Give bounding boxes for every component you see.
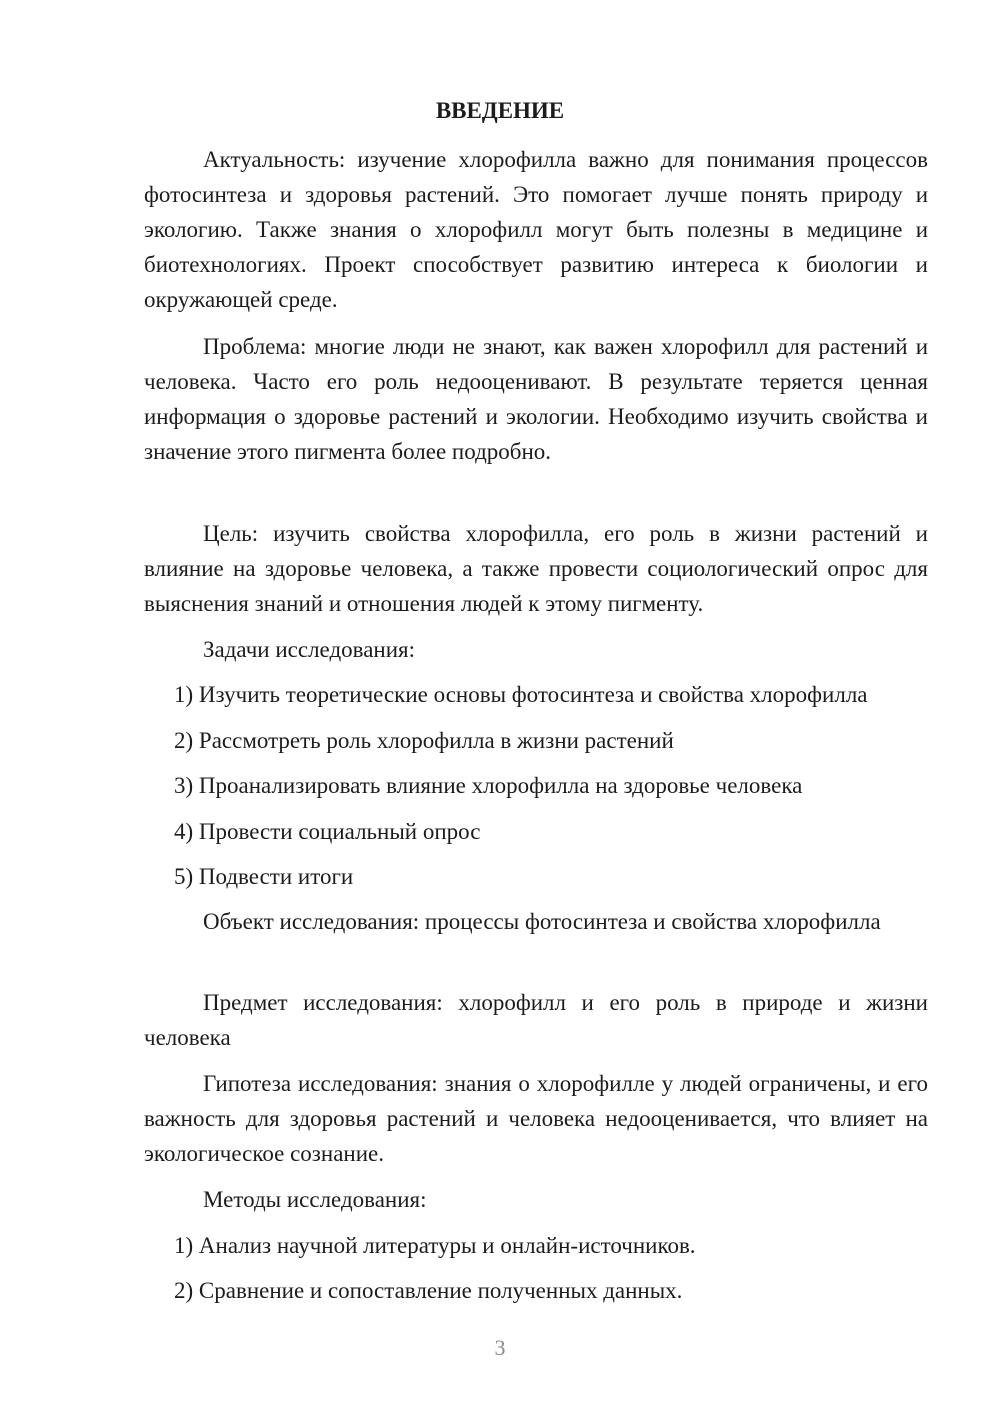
task-item-1: 1) Изучить теоретические основы фотосинтеза и свойства хлорофилла [174, 682, 868, 707]
methods-heading: Методы исследования: [203, 1187, 427, 1212]
subject-paragraph: Предмет исследования: хлорофилл и его роль в природе и жизни человека [144, 990, 928, 1050]
relevance-paragraph: Актуальность: изучение хлорофилла важно для понимания процессов фотосинтеза и здоровья растений. Это помогает лучше понять природу и экологию. Также знания о хлорофилл могут быть полезны в медицине и биотехнологиях. Проект способствует развитию интереса к биологии и окружающей среде. [144, 147, 928, 312]
task-item-4: 4) Провести социальный опрос [174, 819, 481, 844]
goal-paragraph: Цель: изучить свойства хлорофилла, его роль в жизни растений и влияние на здоровье человека, а также провести социологический опрос для выяснения знаний и отношения людей к этому пигменту. [144, 521, 928, 616]
page-title: ВВЕДЕНИЕ [435, 98, 565, 123]
object-paragraph: Объект исследования: процессы фотосинтеза и свойства хлорофилла [203, 909, 881, 934]
hypothesis-paragraph: Гипотеза исследования: знания о хлорофилле у людей ограничены, и его важность для здоровья растений и человека недооценивается, что влияет на экологическое сознание. [144, 1071, 928, 1166]
page-number: 3 [494, 1335, 506, 1360]
method-item-2: 2) Сравнение и сопоставление полученных данных. [174, 1278, 683, 1303]
method-item-1: 1) Анализ научной литературы и онлайн-источников. [174, 1233, 696, 1258]
task-item-2: 2) Рассмотреть роль хлорофилла в жизни растений [174, 728, 674, 753]
problem-paragraph: Проблема: многие люди не знают, как важен хлорофилл для растений и человека. Часто его роль недооценивают. В результате теряется ценная информация о здоровье растений и экологии. Необходимо изучить свойства и значение этого пигмента более подробно. [144, 334, 928, 464]
tasks-heading: Задачи исследования: [203, 637, 416, 662]
task-item-5: 5) Подвести итоги [174, 864, 354, 889]
task-item-3: 3) Проанализировать влияние хлорофилла на здоровье человека [174, 773, 803, 798]
